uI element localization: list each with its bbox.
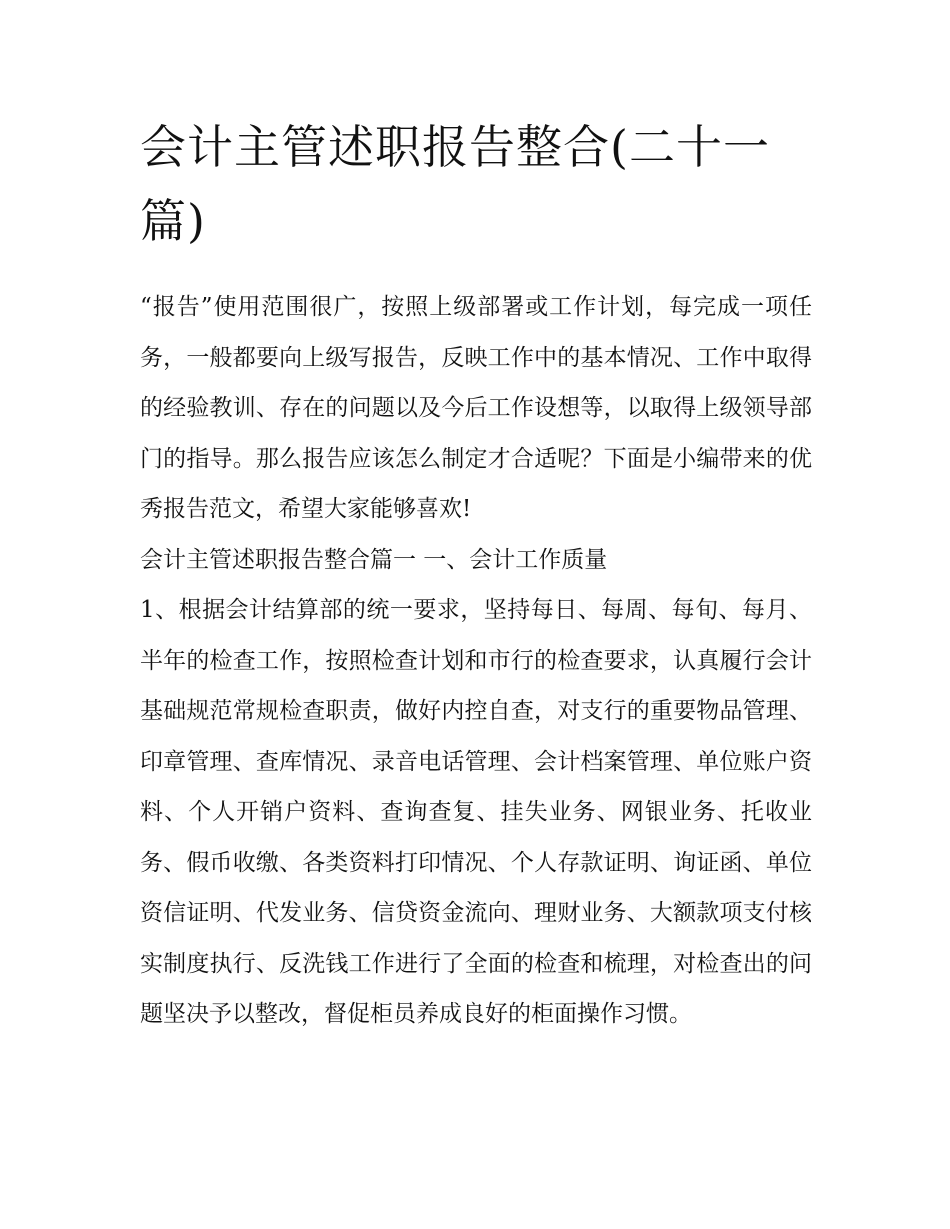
document-title: 会计主管述职报告整合(二十一篇) <box>140 120 770 248</box>
document-body <box>140 110 812 1040</box>
section-heading: 会计主管述职报告整合篇一 一、会计工作质量 <box>140 546 608 573</box>
intro-paragraph: “报告”使用范围很广，按照上级部署或工作计划，每完成一项任务，一般都要向上级写报告，反映工作中的基本情况、工作中取得的经验教训、存在的问题以及今后工作设想等，以取得上级领导部门的指导。那么报告应该怎么制定才合适呢？下面是小编带来的优秀报告范文，希望大家能够喜欢! <box>140 294 812 522</box>
body-paragraph: 1、根据会计结算部的统一要求，坚持每日、每周、每旬、每月、半年的检查工作，按照检查计划和市行的检查要求，认真履行会计基础规范常规检查职责，做好内控自查，对支行的重要物品管理、印章管理、查库情况、录音电话管理、会计档案管理、单位账户资料、个人开销户资料、查询查复、挂失业务、网银业务、托收业务、假币收缴、各类资料打印情况、个人存款证明、询证函、单位资信证明、代发业务、信贷资金流向、理财业务、大额款项支付核实制度执行、反洗钱工作进行了全面的检查和梳理，对检查出的问题坚决予以整改，督促柜员养成良好的柜面操作习惯。 <box>140 597 812 1027</box>
